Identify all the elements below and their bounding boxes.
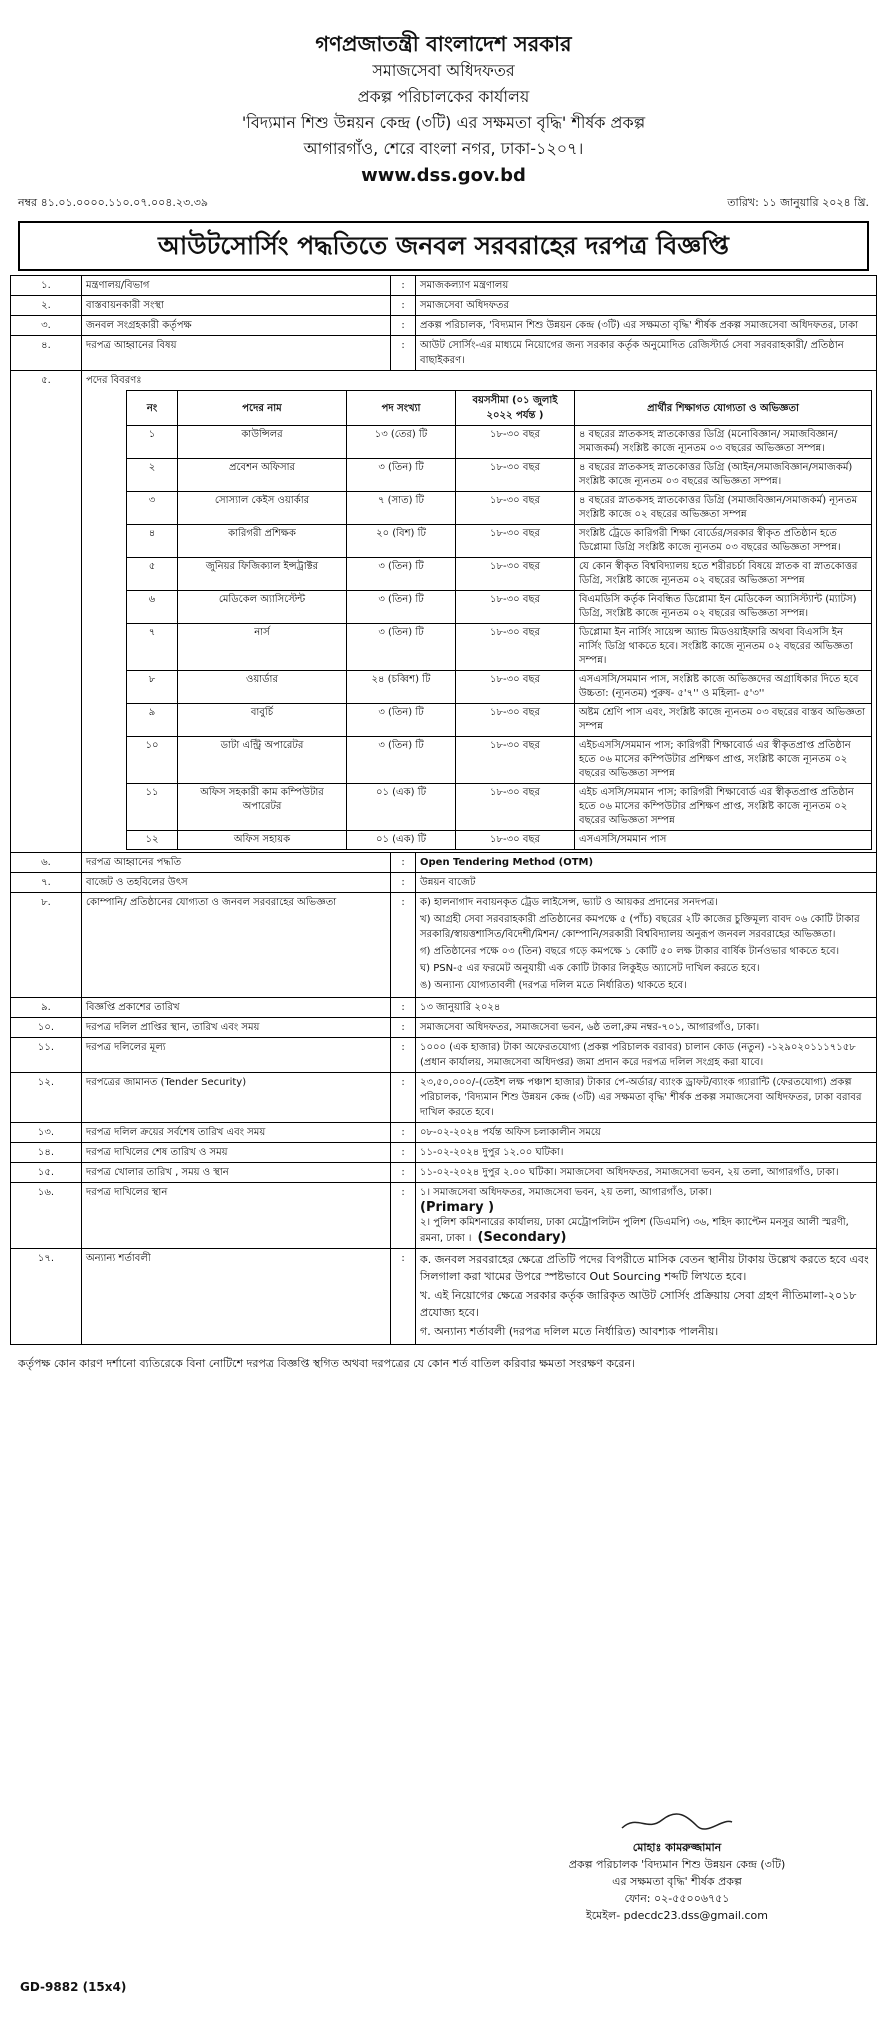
row-colon: : [391, 998, 416, 1018]
post-post: সোস্যাল কেইস ওয়ার্কার [178, 492, 347, 525]
row-label: দরপত্র আহ্বানের পদ্ধতি [82, 853, 391, 873]
posts-header-count: পদ সংখ্যা [347, 391, 456, 426]
post-age: ১৮-৩০ বছর [456, 459, 575, 492]
post-qual: এইচ এসসি/সমমান পাস; কারিগরী শিক্ষাবোর্ড এর স্বীকৃতপ্রাপ্ত প্রতিষ্ঠান হতে ০৬ মাসের কম্পিউটার প্রশিক্ষণ প্রাপ্ত, সংশ্লিষ্ট কাজে ন্যূনতম ০২ বছরের অভিজ্ঞতা সম্পন্ন [575, 784, 872, 831]
post-post: কারিগরী প্রশিক্ষক [178, 525, 347, 558]
post-qual: ৪ বছরের স্নাতকসহ স্নাতকোত্তর ডিগ্রি (সমাজবিজ্ঞান/সমাজকর্ম) ন্যূনতম সংশ্লিষ্ট কাজে ০২ বছরের অভিজ্ঞতা সম্পন্ন [575, 492, 872, 525]
post-post: কাউন্সিলর [178, 426, 347, 459]
signatory-phone: ফোন: ০২-৫৫০০৬৭৫১ [624, 1892, 730, 1905]
post-post: প্রবেশন অফিসার [178, 459, 347, 492]
post-post: অফিস সহকারী কাম কম্পিউটার অপারেটর [178, 784, 347, 831]
row-colon: : [391, 1143, 416, 1163]
row-label: কোম্পানি/ প্রতিষ্ঠানের যোগ্যতা ও জনবল সরবরাহের অভিজ্ঞতা [82, 893, 391, 998]
submission-places [416, 1183, 877, 1249]
notice-page [0, 30, 887, 2028]
row-value: ২৩,৫০,০০০/-(তেইশ লক্ষ পঞ্চাশ হাজার) টাকার পে-অর্ডার/ ব্যাংক ড্রাফট/ব্যাংক গ্যারান্টি (ফেরতযোগ্য) প্রকল্প পরিচালক, 'বিদ্যমান শিশু উন্নয়ন কেন্দ্র (৩টি) এর সক্ষমতা বৃদ্ধি' শীর্ষক প্রকল্প সমাজসেবা অধিদফতর, ঢাকা বরাবর দাখিল করতে হবে। [416, 1073, 877, 1123]
row-colon: : [391, 1018, 416, 1038]
signature-scribble [617, 1812, 737, 1834]
row-number: ১৬. [11, 1183, 82, 1249]
row-value: সমাজসেবা অধিদফতর [416, 296, 877, 316]
qualification-item: গ) প্রতিষ্ঠানের পক্ষে ০৩ (তিন) বছরে গড়ে কমপক্ষে ১ কোটি ৫০ লক্ষ টাকার বার্ষিক টার্নওভার থাকতে হবে। [420, 946, 840, 957]
row-number: ১১. [11, 1038, 82, 1073]
signature-block [527, 1812, 827, 1924]
row-colon: : [391, 1163, 416, 1183]
row-label: দরপত্র দলিল প্রাপ্তির স্থান, তারিখ এবং সময় [82, 1018, 391, 1038]
office-name: প্রকল্প পরিচালকের কার্যালয় [357, 87, 530, 106]
qualification-item: ঙ) অন্যান্য যোগ্যতাবলী (দরপত্র দলিল মতে নির্ধারিত) থাকতে হবে। [420, 980, 687, 991]
post-n: ৭ [127, 624, 178, 671]
table-row [11, 1143, 877, 1163]
post-row [127, 558, 872, 591]
posts-header-qual: প্রার্থীর শিক্ষাগত যোগ্যতা ও অভিজ্ঞতা [575, 391, 872, 426]
row-number: ১০. [11, 1018, 82, 1038]
table-row [11, 336, 877, 371]
post-count: ২০ (বিশ) টি [347, 525, 456, 558]
row-label: দরপত্র আহ্বানের বিষয় [82, 336, 391, 371]
post-row [127, 492, 872, 525]
post-n: ১০ [127, 737, 178, 784]
post-count: ৩ (তিন) টি [347, 558, 456, 591]
letterhead [10, 30, 877, 190]
memo-number: নম্বর ৪১.০১.০০০০.১১০.০৭.০০৪.২৩.৩৯ [18, 196, 209, 209]
conditions-list [416, 1249, 877, 1345]
post-n: ৬ [127, 591, 178, 624]
post-post: ওয়ার্ডার [178, 671, 347, 704]
row-number: ২. [11, 296, 82, 316]
post-row [127, 831, 872, 850]
table-row [11, 853, 877, 873]
row-label: জনবল সংগ্রহকারী কর্তৃপক্ষ [82, 316, 391, 336]
post-age: ১৮-৩০ বছর [456, 591, 575, 624]
row-colon: : [391, 1249, 416, 1345]
condition-item: খ. এই নিয়োগের ক্ষেত্রে সরকার কর্তৃক জারিকৃত আউট সোর্সিং প্রক্রিয়ায় সেবা গ্রহণ নীতিমালা-২০১৮ প্রযোজ্য হবে। [420, 1289, 857, 1319]
row-number: ৭. [11, 873, 82, 893]
posts-header [127, 391, 872, 426]
post-n: ১২ [127, 831, 178, 850]
table-row [11, 1163, 877, 1183]
post-qual: ৪ বছরের স্নাতকসহ স্নাতকোত্তর ডিগ্রি (আইন/সমাজবিজ্ঞান/সমাজকর্ম) সংশ্লিষ্ট কাজে ন্যূনতম ০৩ বছরের অভিজ্ঞতা সম্পন্ন। [575, 459, 872, 492]
post-count: ৭ (সাত) টি [347, 492, 456, 525]
post-post: জুনিয়র ফিজিক্যাল ইন্সট্রাক্টর [178, 558, 347, 591]
secondary-tag: (Secondary) [477, 1230, 567, 1245]
row-value: প্রকল্প পরিচালক, 'বিদ্যমান শিশু উন্নয়ন কেন্দ্র (৩টি) এর সক্ষমতা বৃদ্ধি' শীর্ষক প্রকল্প সমাজসেবা অধিদফতর, ঢাকা [416, 316, 877, 336]
row-value: আউট সোর্সিং-এর মাধ্যমে নিয়োগের জন্য সরকার কর্তৃক অনুমোদিত রেজিস্টার্ড সেবা সরবরাহকারী/ প্রতিষ্ঠান বাছাইকরণ। [416, 336, 877, 371]
row-label: বাজেট ও তহবিলের উৎস [82, 873, 391, 893]
row-value: সমাজকল্যাণ মন্ত্রণালয় [416, 276, 877, 296]
post-qual: অষ্টম শ্রেণি পাস এবং, সংশ্লিষ্ট কাজে ন্যূনতম ০৩ বছরের বাস্তব অভিজ্ঞতা সম্পন্ন [575, 704, 872, 737]
post-row [127, 624, 872, 671]
table-row [11, 1073, 877, 1123]
post-age: ১৮-৩০ বছর [456, 737, 575, 784]
row-number: ১৪. [11, 1143, 82, 1163]
post-age: ১৮-৩০ বছর [456, 492, 575, 525]
post-row [127, 591, 872, 624]
row-label: দরপত্রের জামানত (Tender Security) [82, 1073, 391, 1123]
post-post: মেডিকেল অ্যাসিস্টেন্ট [178, 591, 347, 624]
table-row [11, 296, 877, 316]
signatory-title-2: এর সক্ষমতা বৃদ্ধি' শীর্ষক প্রকল্প [612, 1875, 742, 1888]
post-n: ১ [127, 426, 178, 459]
row-label: দরপত্র দাখিলের স্থান [82, 1183, 391, 1249]
address: আগারগাঁও, শেরে বাংলা নগর, ঢাকা-১২০৭। [303, 139, 584, 158]
primary-tag: (Primary ) [420, 1200, 495, 1215]
row-value: উন্নয়ন বাজেট [416, 873, 877, 893]
post-qual: বিএমডিসি কর্তৃক নিবন্ধিত ডিপ্লোমা ইন মেডিকেল অ্যাসিস্ট্যান্ট (ম্যাটস) ডিগ্রি, সংশ্লিষ্ট কাজে ন্যূনতম ০২ বছরের অভিজ্ঞতা সম্পন্ন। [575, 591, 872, 624]
row-colon: : [391, 1123, 416, 1143]
row-number: ৩. [11, 316, 82, 336]
row-colon: : [391, 1038, 416, 1073]
post-count: ১৩ (তের) টি [347, 426, 456, 459]
post-n: ৫ [127, 558, 178, 591]
post-count: ৩ (তিন) টি [347, 624, 456, 671]
post-row [127, 459, 872, 492]
post-post: ডাটা এন্ট্রি অপারেটর [178, 737, 347, 784]
posts-header-post: পদের নাম [178, 391, 347, 426]
row-label: দরপত্র দলিলের মূল্য [82, 1038, 391, 1073]
posts-row [11, 371, 877, 853]
post-post: বাবুর্চি [178, 704, 347, 737]
post-age: ১৮-৩০ বছর [456, 426, 575, 459]
disclaimer: কর্তৃপক্ষ কোন কারণ দর্শানো ব্যতিরেকে বিনা নোটিশে দরপত্র বিজ্ঞপ্তি স্থগিত অথবা দরপত্রের যে কোন শর্ত বাতিল করিবার ক্ষমতা সংরক্ষণ করেন। [18, 1357, 635, 1370]
row-value: ১১-০২-২০২৪ দুপুর ১২.০০ ঘটিকা। [416, 1143, 877, 1163]
website: www.dss.gov.bd [361, 165, 526, 186]
qualification-item: খ) আগ্রহী সেবা সরবরাহকারী প্রতিষ্ঠানের কমপক্ষে ৫ (পাঁচ) বছরের ২টি কাজের চুক্তিমূল্য বাবদ ০৬ কোটি টাকার সরকারি/স্বায়ত্তশাসিত/বিদেশী/মিশন/ কোম্পানি/সরকারী বিশ্ববিদ্যালয় অনুরূপ জনবল সরবরাহের অভিজ্ঞতা। [420, 914, 860, 940]
row-colon: : [391, 336, 416, 371]
post-row [127, 426, 872, 459]
signatory-name: মোহাঃ কামরুজ্জামান [632, 1841, 722, 1854]
post-n: ৮ [127, 671, 178, 704]
post-count: ২৪ (চব্বিশ) টি [347, 671, 456, 704]
row-number: ১৫. [11, 1163, 82, 1183]
row-value: ০৮-০২-২০২৪ পর্যন্ত অফিস চলাকালীন সময়ে [416, 1123, 877, 1143]
gd-code: GD-9882 (15x4) [20, 1980, 127, 1994]
row-number: ৪. [11, 336, 82, 371]
table-row [11, 1123, 877, 1143]
post-row [127, 784, 872, 831]
post-qual: এসএসসি/সমমান পাস [575, 831, 872, 850]
memo-line [10, 194, 877, 213]
post-age: ১৮-৩০ বছর [456, 831, 575, 850]
qualification-item: ক) হালনাগাদ নবায়নকৃত ট্রেড লাইসেন্স, ভ্যাট ও আয়কর প্রদানের সনদপত্র। [420, 897, 718, 908]
condition-item: ক. জনবল সরবরাহের ক্ষেত্রে প্রতিটি পদের বিপরীতে মাসিক বেতন স্থানীয় টাকায় উল্লেখ করতে হবে এবং সিলগালা করা খামের উপরে স্পষ্টভাবে Out Sourcing শব্দটি লিখতে হবে। [420, 1253, 869, 1283]
row-value: ১০০০ (এক হাজার) টাকা অফেরতযোগ্য (প্রকল্প পরিচালক বরাবর) চালান কোড (নতুন) -১২৯০২০১১১৭১৫৮ (প্রধান কার্যালয়, সমাজসেবা অধিদপ্তর) জমা প্রদান করে দরপত্র দলিল সংগ্রহ করা যাবে। [416, 1038, 877, 1073]
row-colon: : [391, 1183, 416, 1249]
row-number: ৯. [11, 998, 82, 1018]
conditions-row [11, 1249, 877, 1345]
post-post: নার্স [178, 624, 347, 671]
signatory-title: প্রকল্প পরিচালক 'বিদ্যমান শিশু উন্নয়ন কেন্দ্র (৩টি) [568, 1858, 786, 1871]
row-value: ১৩ জানুয়ারি ২০২৪ [416, 998, 877, 1018]
table-row [11, 1018, 877, 1038]
department-name: সমাজসেবা অধিদফতর [372, 61, 515, 80]
post-age: ১৮-৩০ বছর [456, 784, 575, 831]
memo-date: তারিখ: ১১ জানুয়ারি ২০২৪ খ্রি. [727, 196, 869, 209]
post-count: ৩ (তিন) টি [347, 591, 456, 624]
post-age: ১৮-৩০ বছর [456, 704, 575, 737]
row-value: ১১-০২-২০২৪ দুপুর ২.০০ ঘটিকা। সমাজসেবা অধিদফতর, সমাজসেবা ভবন, ২য় তলা, আগারগাঁও, ঢাকা। [416, 1163, 877, 1183]
project-name: 'বিদ্যমান শিশু উন্নয়ন কেন্দ্র (৩টি) এর সক্ষমতা বৃদ্ধি' শীর্ষক প্রকল্প [241, 113, 646, 132]
row-number: ৮. [11, 893, 82, 998]
submission-row [11, 1183, 877, 1249]
row-label: দরপত্র খোলার তারিখ , সময় ও স্থান [82, 1163, 391, 1183]
post-qual: সংশ্লিষ্ট ট্রেডে কারিগরী শিক্ষা বোর্ডের/সরকার স্বীকৃত প্রতিষ্ঠান হতে ডিপ্লোমা ডিগ্রি সংশ্লিষ্ট কাজে ন্যূনতম ০৩ বছরের অভিজ্ঞতা সম্পন্ন। [575, 525, 872, 558]
post-row [127, 671, 872, 704]
post-age: ১৮-৩০ বছর [456, 558, 575, 591]
signatory-email: ইমেইল- pdecdc23.dss@gmail.com [586, 1909, 768, 1922]
row-number: ৫. [11, 371, 82, 853]
posts-table [126, 390, 872, 850]
secondary-place: ২। পুলিশ কমিশনারের কার্যালয়, ঢাকা মেট্রোপলিটন পুলিশ (ডিএমপি) ৩৬, শহিদ ক্যাপ্টেন মনসুর আলী স্মরণী, রমনা, ঢাকা । [420, 1217, 849, 1244]
qualification-list [416, 893, 877, 998]
row-number: ১৭. [11, 1249, 82, 1345]
post-qual: ডিপ্লোমা ইন নার্সিং সায়েন্স অ্যান্ড মিডওয়াইফারি অথবা বিএসসি ইন নার্সিং ডিগ্রি থাকতে হবে। সংশ্লিষ্ট কাজে ন্যূনতম ০২ বছরের অভিজ্ঞতা সম্পন্ন। [575, 624, 872, 671]
row-label: বিজ্ঞপ্তি প্রকাশের তারিখ [82, 998, 391, 1018]
post-n: ৯ [127, 704, 178, 737]
post-qual: এইচএসসি/সমমান পাস; কারিগরী শিক্ষাবোর্ড এর স্বীকৃতপ্রাপ্ত প্রতিষ্ঠান হতে ০৬ মাসের কম্পিউটার প্রশিক্ষণ প্রাপ্ত, সংশ্লিষ্ট কাজে ন্যূনতম ০২ বছরের অভিজ্ঞতা সম্পন্ন [575, 737, 872, 784]
post-qual: যে কোন স্বীকৃত বিশ্ববিদ্যালয় হতে শরীরচর্চা বিষয়ে স্নাতক বা স্নাতকোত্তর ডিগ্রি, সংশ্লিষ্ট কাজে ন্যূনতম ০২ বছরের অভিজ্ঞতা সম্পন্ন [575, 558, 872, 591]
post-age: ১৮-৩০ বছর [456, 525, 575, 558]
row-label: দরপত্র দলিল ক্রয়ের সর্বশেষ তারিখ এবং সময় [82, 1123, 391, 1143]
posts-header-age: বয়সসীমা (০১ জুলাই ২০২২ পর্যন্ত ) [456, 391, 575, 426]
row-value: Open Tendering Method (OTM) [416, 853, 877, 873]
posts-label: পদের বিবরণঃ [86, 375, 142, 386]
table-row [11, 276, 877, 296]
row-label: দরপত্র দাখিলের শেষ তারিখ ও সময় [82, 1143, 391, 1163]
row-colon: : [391, 316, 416, 336]
row-colon: : [391, 1073, 416, 1123]
row-colon: : [391, 873, 416, 893]
post-row [127, 525, 872, 558]
post-row [127, 737, 872, 784]
post-count: ০১ (এক) টি [347, 831, 456, 850]
tender-table [10, 275, 877, 1345]
row-label: বাস্তবায়নকারী সংস্থা [82, 296, 391, 316]
row-label: মন্ত্রণালয়/বিভাগ [82, 276, 391, 296]
row-colon: : [391, 893, 416, 998]
post-qual: ৪ বছরের স্নাতকসহ স্নাতকোত্তর ডিগ্রি (মনোবিজ্ঞান/ সমাজবিজ্ঞান/সমাজকর্ম) সংশ্লিষ্ট কাজে ন্যূনতম ০৩ বছরের অভিজ্ঞতা সম্পন্ন। [575, 426, 872, 459]
row-number: ৬. [11, 853, 82, 873]
post-count: ৩ (তিন) টি [347, 737, 456, 784]
government-name: গণপ্রজাতন্ত্রী বাংলাদেশ সরকার [315, 32, 572, 56]
post-age: ১৮-৩০ বছর [456, 624, 575, 671]
post-n: ৪ [127, 525, 178, 558]
posts-header-n: নং [127, 391, 178, 426]
post-count: ৩ (তিন) টি [347, 704, 456, 737]
post-row [127, 704, 872, 737]
post-count: ০১ (এক) টি [347, 784, 456, 831]
posts-cell [82, 371, 877, 853]
secondary-place-line [420, 1215, 872, 1246]
row-colon: : [391, 853, 416, 873]
row-colon: : [391, 296, 416, 316]
post-n: ২ [127, 459, 178, 492]
row-colon: : [391, 276, 416, 296]
post-n: ৩ [127, 492, 178, 525]
qualification-item: ঘ) PSN-৫ এর ফরমেট অনুযায়ী এক কোটি টাকার লিকুইড অ্যাসেট দাখিল করতে হবে। [420, 963, 760, 974]
post-age: ১৮-৩০ বছর [456, 671, 575, 704]
table-row [11, 1038, 877, 1073]
row-value: সমাজসেবা অধিদফতর, সমাজসেবা ভবন, ৬ষ্ঠ তলা,রুম নম্বর-৭০১, আগারগাঁও, ঢাকা। [416, 1018, 877, 1038]
post-n: ১১ [127, 784, 178, 831]
table-row [11, 873, 877, 893]
post-post: অফিস সহায়ক [178, 831, 347, 850]
row-number: ১৩. [11, 1123, 82, 1143]
table-row [11, 998, 877, 1018]
post-qual: এসএসসি/সমমান পাস, সংশ্লিষ্ট কাজে অভিজ্ঞদের অগ্রাধিকার দিতে হবে উচ্চতা: (ন্যূনতম) পুরুষ- ৫'৭'' ও মহিলা- ৫'৩'' [575, 671, 872, 704]
notice-title: আউটসোর্সিং পদ্ধতিতে জনবল সরবরাহের দরপত্র বিজ্ঞপ্তি [18, 221, 869, 271]
post-count: ৩ (তিন) টি [347, 459, 456, 492]
row-label: অন্যান্য শর্তাবলী [82, 1249, 391, 1345]
row-number: ১. [11, 276, 82, 296]
primary-place: ১। সমাজসেবা অধিদফতর, সমাজসেবা ভবন, ২য় তলা, আগারগাঁও, ঢাকা। [420, 1187, 712, 1198]
table-row [11, 316, 877, 336]
condition-item: গ. অন্যান্য শর্তাবলী (দরপত্র দলিল মতে নির্ধারিত) আবশ্যক পালনীয়। [420, 1325, 719, 1338]
row-number: ১২. [11, 1073, 82, 1123]
qualification-row [11, 893, 877, 998]
